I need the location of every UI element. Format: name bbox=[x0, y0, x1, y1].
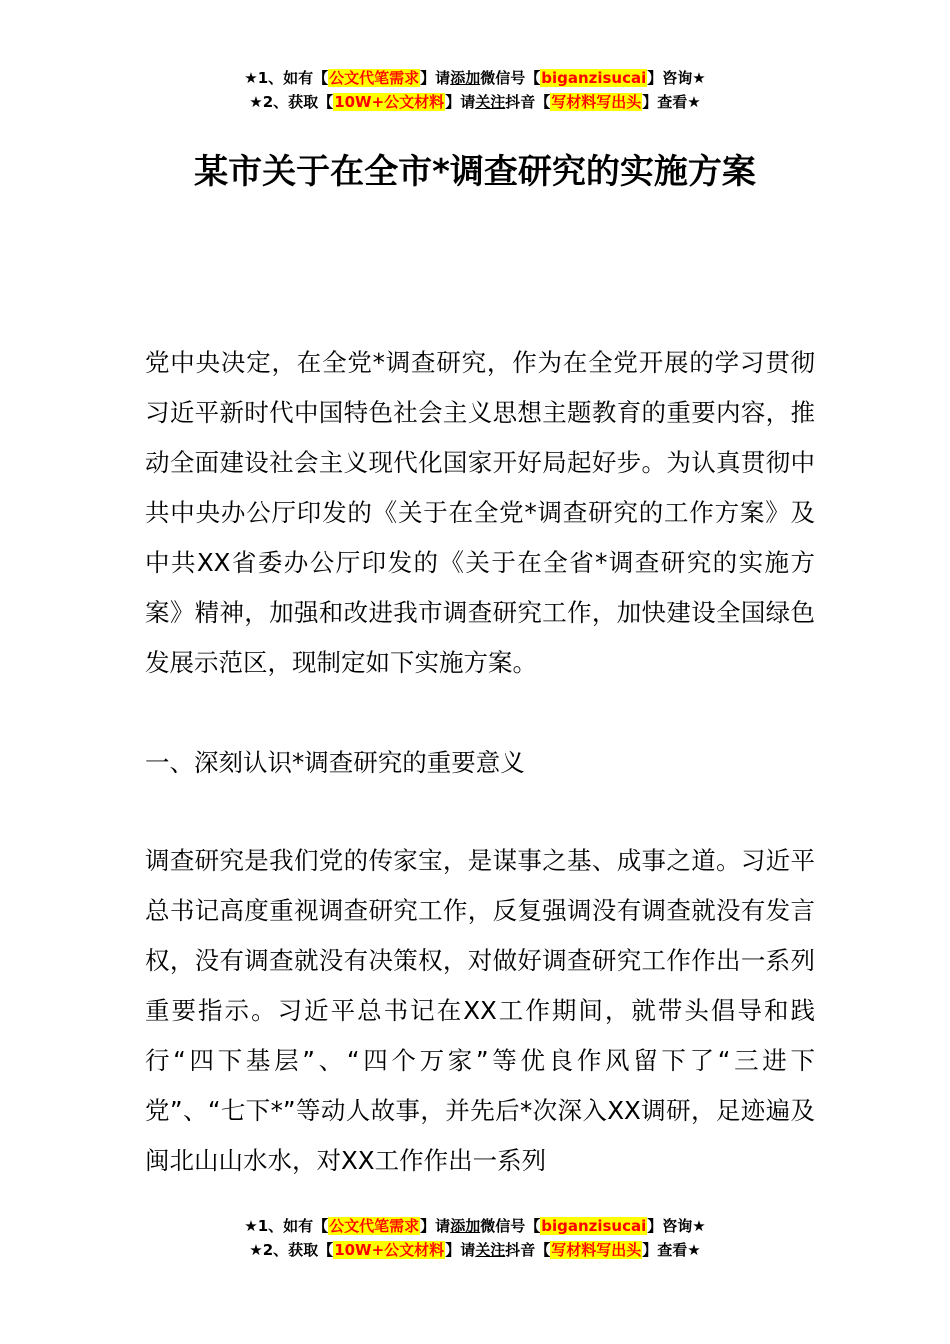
document-title: 某市关于在全市*调查研究的实施方案 bbox=[194, 152, 756, 192]
promo-banner-bottom bbox=[0, 1214, 950, 1262]
promo-suffix: 】咨询★ bbox=[647, 1217, 706, 1235]
promo-text: 微信号【 bbox=[480, 69, 541, 87]
promo-highlight-douyin-account: 写材料写出头 bbox=[551, 1241, 642, 1259]
promo-suffix: 】咨询★ bbox=[647, 69, 706, 87]
promo-text: 】请 bbox=[445, 1241, 476, 1259]
promo-prefix: ★2、获取【 bbox=[249, 1241, 334, 1259]
promo-highlight-materials: 10W+公文材料 bbox=[334, 93, 445, 111]
promo-emphasis: 添加 bbox=[450, 1217, 481, 1235]
promo-text: 】请 bbox=[445, 93, 476, 111]
promo-suffix: 】查看★ bbox=[642, 93, 701, 111]
promo-line-materials bbox=[0, 90, 950, 114]
promo-line-consult bbox=[0, 1214, 950, 1238]
promo-text: 】请 bbox=[420, 69, 451, 87]
promo-highlight-douyin-account: 写材料写出头 bbox=[551, 93, 642, 111]
promo-suffix: 】查看★ bbox=[642, 1241, 701, 1259]
promo-banner-top bbox=[0, 66, 950, 114]
promo-line-materials bbox=[0, 1238, 950, 1262]
promo-text: 】请 bbox=[420, 1217, 451, 1235]
promo-text: 抖音【 bbox=[505, 93, 551, 111]
promo-prefix: ★1、如有【 bbox=[244, 1217, 329, 1235]
promo-highlight-wechat-id: biganzisucai bbox=[541, 1217, 647, 1235]
promo-line-consult bbox=[0, 66, 950, 90]
promo-highlight-service: 公文代笔需求 bbox=[329, 69, 420, 87]
promo-emphasis: 关注 bbox=[475, 93, 506, 111]
promo-highlight-materials: 10W+公文材料 bbox=[334, 1241, 445, 1259]
promo-emphasis: 添加 bbox=[450, 69, 481, 87]
promo-highlight-wechat-id: biganzisucai bbox=[541, 69, 647, 87]
promo-text: 抖音【 bbox=[505, 1241, 551, 1259]
promo-text: 微信号【 bbox=[480, 1217, 541, 1235]
section-heading-1: 一、深刻认识*调查研究的重要意义 bbox=[145, 748, 525, 777]
promo-emphasis: 关注 bbox=[475, 1241, 506, 1259]
paragraph-section-1: 调查研究是我们党的传家宝，是谋事之基、成事之道。习近平总书记高度重视调查研究工作，反复强调没有调查就没有发言权，没有调查就没有决策权，对做好调查研究工作作出一系列重要指示。习近平总书记在XX工作期间，就带头倡导和践行“四下基层”、“四个万家”等优良作风留下了“三进下党”、“七下*”等动人故事，并先后*次深入XX调研，足迹遍及闽北山山水水，对XX工作作出一系列 bbox=[145, 846, 815, 1175]
paragraph-intro: 党中央决定，在全党*调查研究，作为在全党开展的学习贯彻习近平新时代中国特色社会主义思想主题教育的重要内容，推动全面建设社会主义现代化国家开好局起好步。为认真贯彻中共中央办公厅印发的《关于在全党*调查研究的工作方案》及中共XX省委办公厅印发的《关于在全省*调查研究的实施方案》精神，加强和改进我市调查研究工作，加快建设全国绿色发展示范区，现制定如下实施方案。 bbox=[145, 348, 815, 677]
promo-highlight-service: 公文代笔需求 bbox=[329, 1217, 420, 1235]
promo-prefix: ★1、如有【 bbox=[244, 69, 329, 87]
promo-prefix: ★2、获取【 bbox=[249, 93, 334, 111]
